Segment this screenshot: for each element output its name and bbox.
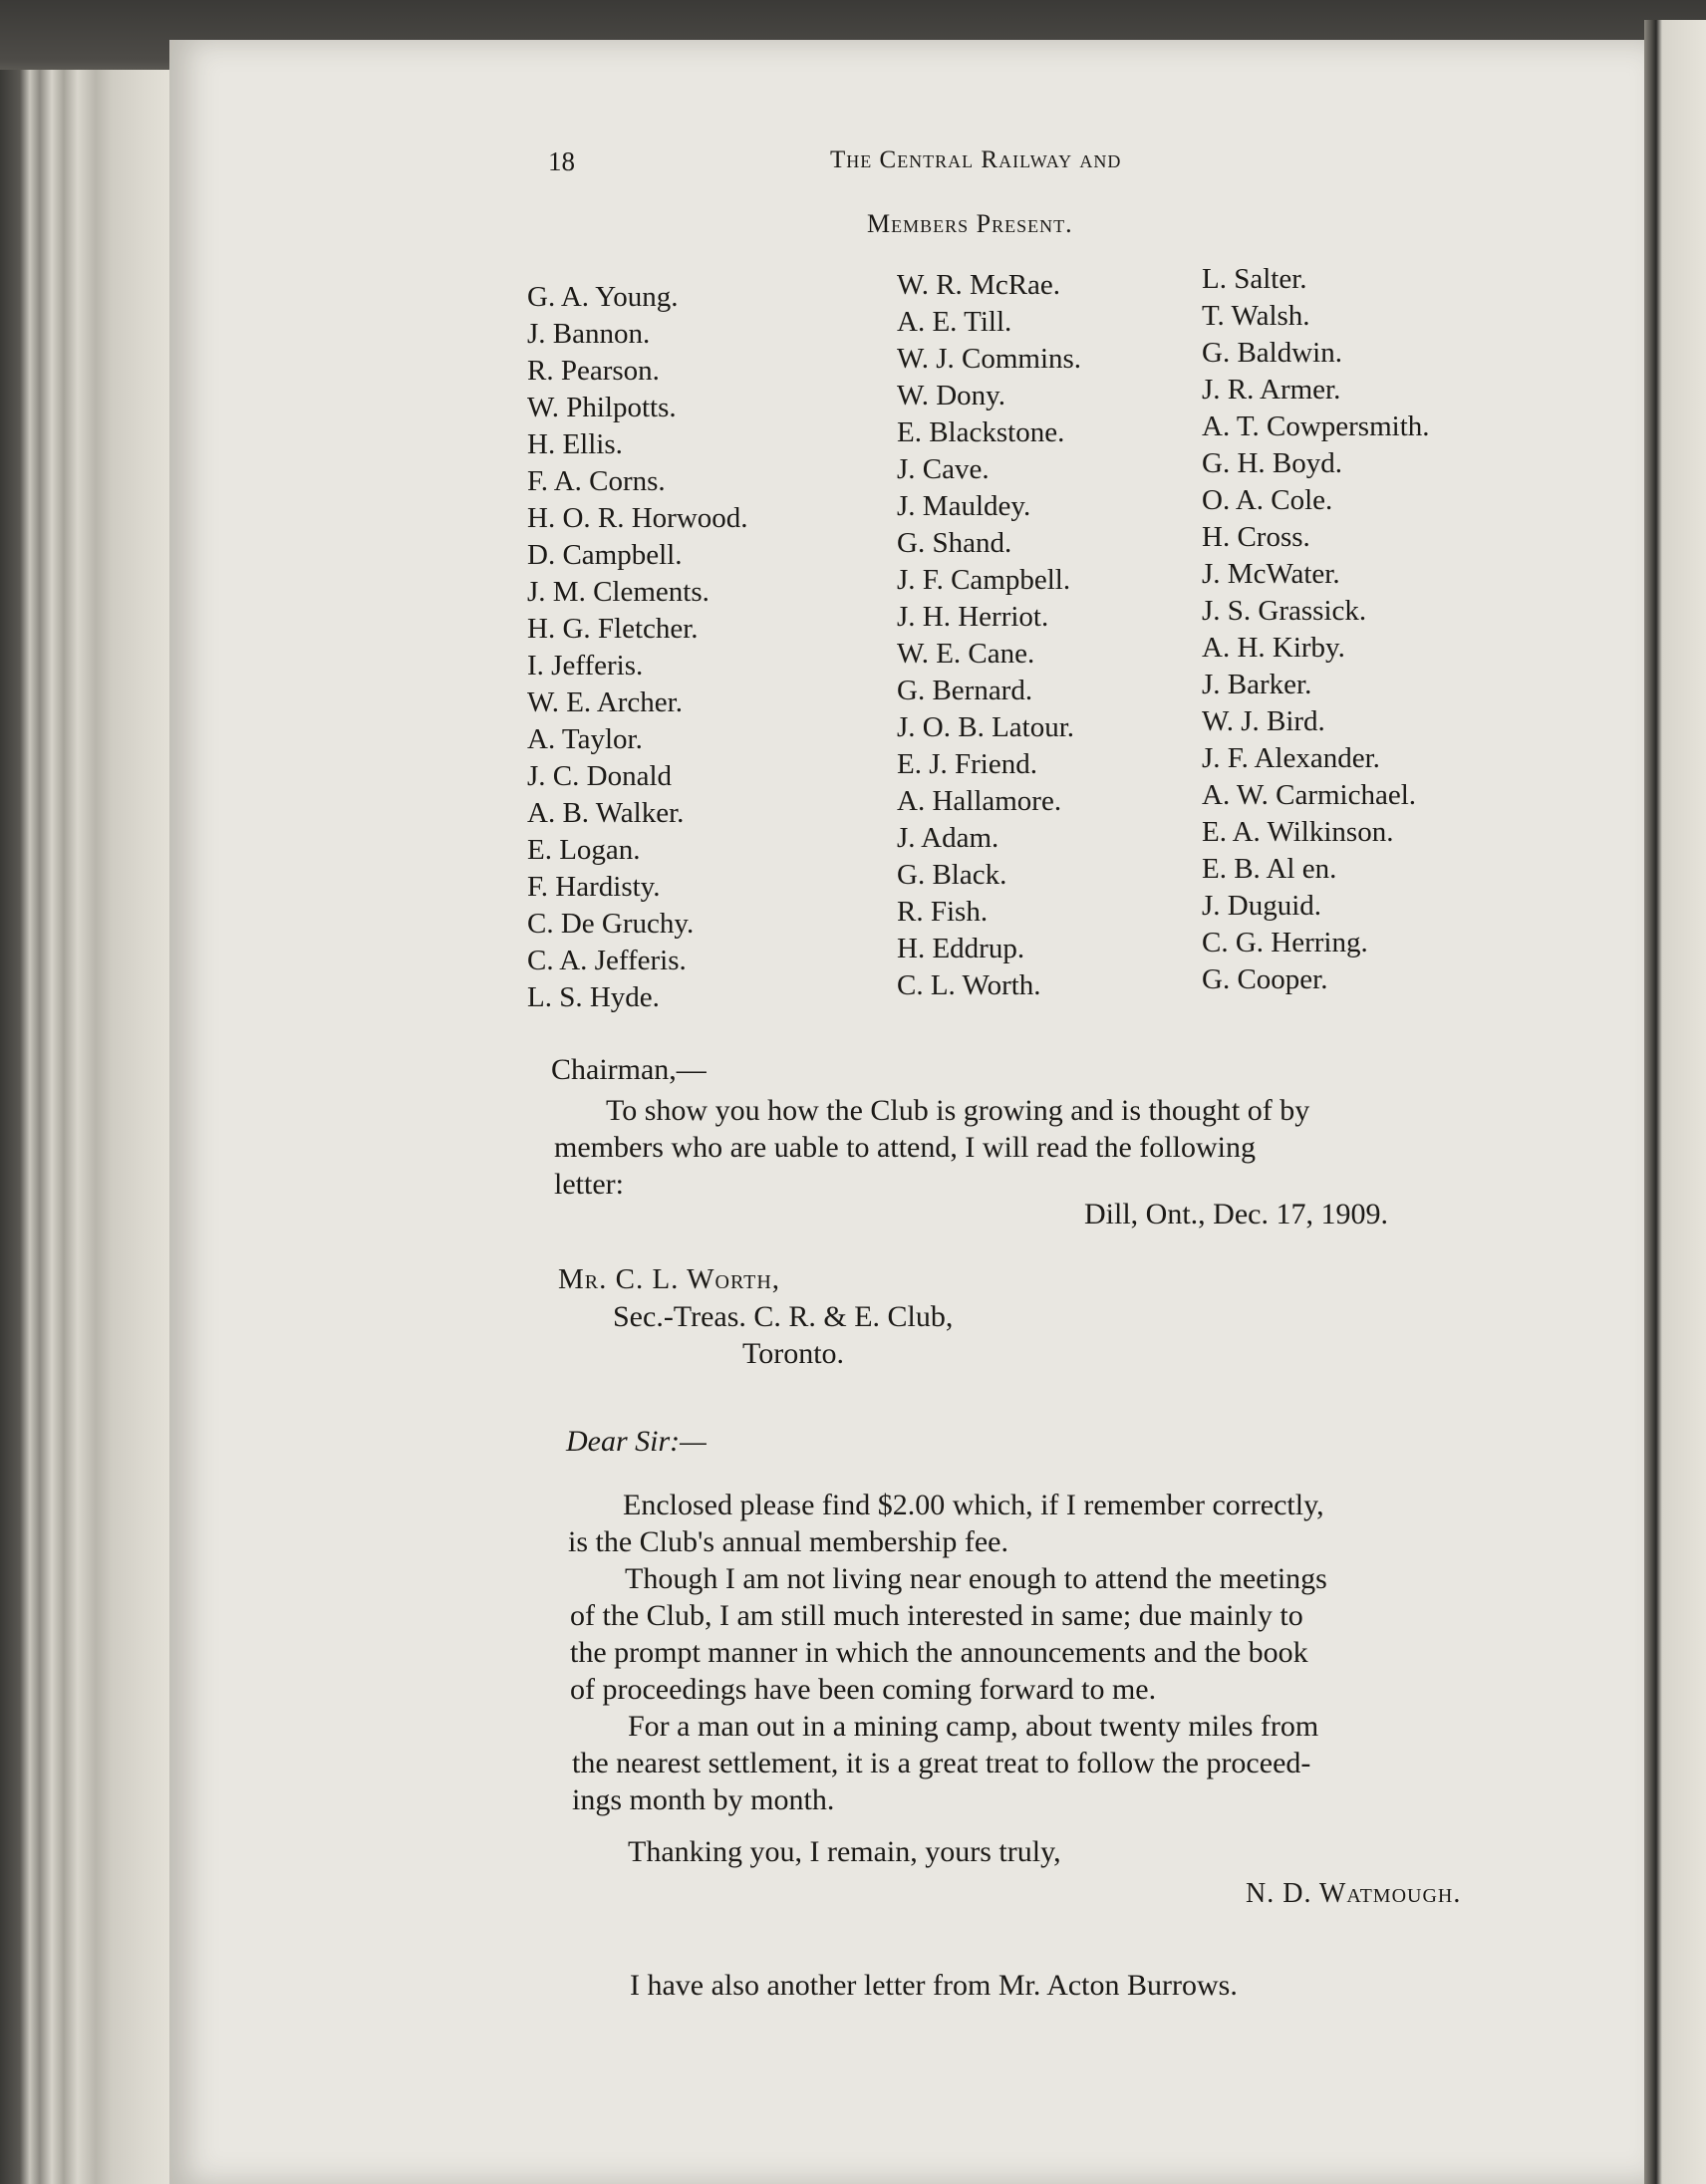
letter-paragraph-1 — [568, 1487, 1551, 1560]
member-name: J. F. Campbell. — [897, 564, 1071, 596]
member-name: G. Shand. — [897, 527, 1012, 559]
member-name: A. E. Till. — [897, 306, 1012, 338]
member-name: G. A. Young. — [527, 281, 679, 313]
running-title: The Central Railway and — [830, 146, 1122, 173]
member-name: J. C. Donald — [527, 760, 672, 792]
member-name: I. Jefferis. — [527, 650, 644, 682]
member-name: J. Adam. — [897, 822, 999, 854]
intro-line: members who are uable to attend, I will read the following — [554, 1131, 1256, 1164]
member-name: H. O. R. Horwood. — [527, 502, 748, 534]
letter-line: is the Club's annual membership fee. — [568, 1525, 1008, 1558]
members-column-3 — [1202, 261, 1430, 998]
intro-line: letter: — [554, 1168, 624, 1201]
facing-page-edge — [1644, 20, 1706, 2184]
salutation: Dear Sir:— — [566, 1425, 707, 1458]
intro-paragraph — [554, 1092, 1547, 1203]
member-name: J. R. Armer. — [1202, 374, 1341, 406]
member-name: J. F. Alexander. — [1202, 742, 1380, 774]
chairman-label: Chairman,— — [551, 1053, 707, 1086]
member-name: G. H. Boyd. — [1202, 447, 1342, 479]
letter-line: For a man out in a mining camp, about twenty miles from — [628, 1710, 1319, 1743]
intro-line: To show you how the Club is growing and is thought of by — [606, 1094, 1310, 1127]
member-name: W. J. Bird. — [1202, 705, 1325, 737]
member-name: J. Cave. — [897, 453, 990, 485]
member-name: J. Duguid. — [1202, 890, 1322, 922]
member-name: C. G. Herring. — [1202, 927, 1368, 958]
member-name: E. Blackstone. — [897, 416, 1065, 448]
address-name: Mr. C. L. Worth, — [558, 1263, 781, 1295]
member-name: J. O. B. Latour. — [897, 711, 1075, 743]
member-name: J. McWater. — [1202, 558, 1340, 590]
member-name: F. A. Corns. — [527, 465, 666, 497]
section-heading: Members Present. — [867, 209, 1073, 238]
member-name: J. Barker. — [1202, 669, 1312, 700]
member-name: H. Cross. — [1202, 521, 1310, 553]
members-column-2 — [897, 267, 1081, 1004]
address-title: Sec.-Treas. C. R. & E. Club, — [613, 1300, 954, 1333]
letter-line: Though I am not living near enough to attend the meetings — [625, 1562, 1327, 1595]
letter-signature: N. D. Watmough. — [1246, 1878, 1462, 1909]
member-name: E. A. Wilkinson. — [1202, 816, 1394, 848]
member-name: J. Bannon. — [527, 318, 651, 350]
member-name: A. Taylor. — [527, 723, 643, 755]
member-name: W. E. Archer. — [527, 686, 683, 718]
member-name: J. M. Clements. — [527, 576, 710, 608]
member-name: G. Black. — [897, 859, 1007, 891]
letter-line: of proceedings have been coming forward to me. — [570, 1673, 1157, 1706]
member-name: J. H. Herriot. — [897, 601, 1049, 633]
letter-line: Enclosed please find $2.00 which, if I remember correctly, — [623, 1489, 1324, 1521]
member-name: C. A. Jefferis. — [527, 945, 687, 976]
member-name: O. A. Cole. — [1202, 484, 1333, 516]
member-name: J. S. Grassick. — [1202, 595, 1367, 627]
member-name: H. Ellis. — [527, 428, 623, 460]
closing-remark: I have also another letter from Mr. Acton Burrows. — [630, 1969, 1238, 2002]
member-name: H. Eddrup. — [897, 933, 1025, 964]
member-name: F. Hardisty. — [527, 871, 661, 903]
member-name: C. L. Worth. — [897, 969, 1041, 1001]
member-name: W. E. Cane. — [897, 638, 1035, 670]
member-name: L. Salter. — [1202, 263, 1307, 295]
member-name: C. De Gruchy. — [527, 908, 695, 940]
member-name: J. Mauldey. — [897, 490, 1031, 522]
book-page-edges — [0, 70, 169, 2184]
letter-closing: Thanking you, I remain, yours truly, — [628, 1835, 1061, 1868]
member-name: A. T. Cowpersmith. — [1202, 410, 1430, 442]
member-name: E. J. Friend. — [897, 748, 1037, 780]
member-name: G. Bernard. — [897, 675, 1033, 706]
member-name: E. B. Al en. — [1202, 853, 1337, 885]
letter-line: ings month by month. — [572, 1783, 835, 1816]
letter-paragraph-3 — [572, 1708, 1563, 1818]
member-name: W. Philpotts. — [527, 392, 677, 423]
letter-line: the prompt manner in which the announcements and the book — [570, 1636, 1308, 1669]
member-name: G. Cooper. — [1202, 963, 1328, 995]
member-name: A. Hallamore. — [897, 785, 1062, 817]
member-name: G. Baldwin. — [1202, 337, 1342, 369]
member-name: A. B. Walker. — [527, 797, 685, 829]
member-name: E. Logan. — [527, 834, 641, 866]
address-city: Toronto. — [742, 1337, 845, 1370]
letter-dateline: Dill, Ont., Dec. 17, 1909. — [1084, 1198, 1388, 1230]
member-name: R. Pearson. — [527, 355, 660, 387]
member-name: A. H. Kirby. — [1202, 632, 1345, 664]
member-name: W. J. Commins. — [897, 343, 1082, 375]
members-column-1 — [527, 279, 748, 1016]
page-number: 18 — [548, 146, 575, 176]
member-name: L. S. Hyde. — [527, 981, 660, 1013]
letter-line: of the Club, I am still much interested in same; due mainly to — [570, 1599, 1303, 1632]
letter-line: the nearest settlement, it is a great treat to follow the proceed- — [572, 1747, 1311, 1779]
member-name: R. Fish. — [897, 896, 989, 928]
letter-paragraph-2 — [570, 1560, 1557, 1708]
member-name: W. R. McRae. — [897, 269, 1061, 301]
member-name: D. Campbell. — [527, 539, 683, 571]
member-name: T. Walsh. — [1202, 300, 1310, 332]
member-name: H. G. Fletcher. — [527, 613, 699, 645]
member-name: W. Dony. — [897, 380, 1006, 411]
member-name: A. W. Carmichael. — [1202, 779, 1417, 811]
